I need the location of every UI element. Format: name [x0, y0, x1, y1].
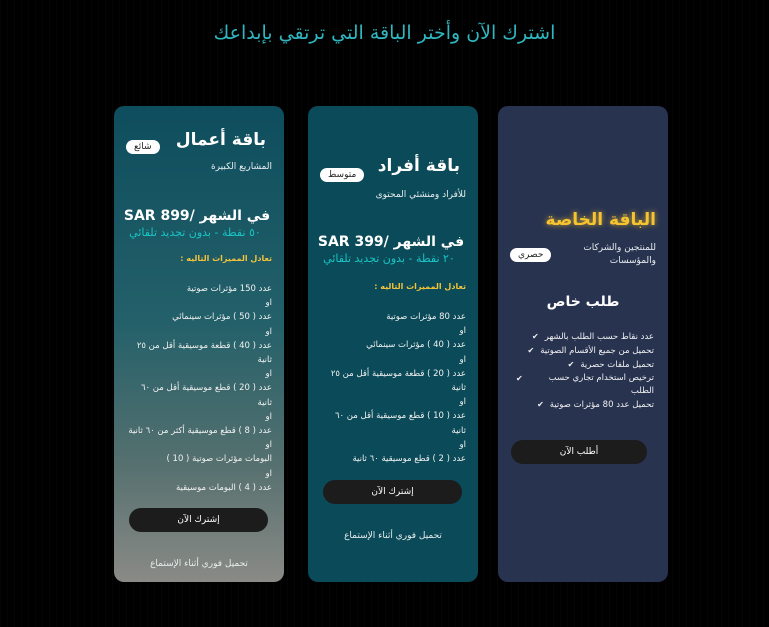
feature-item: عدد ( 4 ) البومات موسيقية — [176, 482, 272, 493]
feature-item: او — [265, 326, 272, 337]
individual-subscribe-button[interactable]: إشترك الآن — [323, 480, 462, 504]
feature-item: تحميل ملفات حصرية✔ — [567, 360, 654, 370]
feature-item: تحميل من جميع الأقسام الصوتية✔ — [527, 346, 654, 356]
feature-item: او — [459, 397, 466, 408]
check-icon: ✔ — [516, 374, 523, 383]
custom-request-heading: طلب خاص — [546, 294, 620, 310]
plan-title: باقة أعمال — [175, 130, 266, 150]
check-icon: ✔ — [537, 400, 544, 409]
plan-points: ٥٠ نقطة - بدون تجديد تلقائي — [129, 226, 261, 239]
feature-item: او — [265, 440, 272, 451]
feature-item: ثانية — [451, 425, 466, 436]
plan-card-individual — [308, 106, 478, 582]
plan-subtitle: المشاريع الكبيرة — [210, 162, 272, 172]
feature-item: عدد ( 20 ) قطعة موسيقية أقل من ٢٥ — [330, 368, 466, 379]
plan-card-business — [114, 106, 284, 582]
feature-item: عدد ( 40 ) مؤثرات سينمائي — [366, 340, 466, 351]
plan-badge: متوسط — [320, 168, 364, 182]
plan-price: في الشهر /SAR 899 — [123, 208, 271, 224]
feature-item: او — [459, 354, 466, 365]
business-subscribe-button[interactable]: إشترك الآن — [129, 508, 268, 532]
plan-points: ٢٠ نقطة - بدون تجديد تلقائي — [323, 252, 455, 265]
features-label: تعادل المميزات التاليه : — [180, 254, 272, 263]
plan-price: في الشهر /SAR 399 — [317, 234, 465, 250]
feature-item: او — [265, 298, 272, 309]
feature-item: ترخيص استخدام تجاري حسب الطلب ✔ — [516, 373, 654, 396]
feature-item: عدد ( 40 ) قطعة موسيقية أقل من ٢٥ — [136, 340, 272, 351]
feature-item: عدد ( 20 ) قطع موسيقية أقل من ٦٠ — [140, 383, 272, 394]
feature-item: ثانية — [257, 355, 272, 366]
plan-footer-note: تحميل فوري أثناء الإستماع — [344, 531, 442, 541]
feature-item: او — [265, 468, 272, 479]
features-label: تعادل المميزات التاليه : — [374, 282, 466, 291]
plan-badge: شائع — [126, 140, 160, 154]
feature-item: عدد 150 مؤثرات صوتية — [186, 284, 272, 294]
page-headline: اشترك الآن وأختر الباقة التي ترتقي بإبداعك — [213, 22, 556, 44]
plan-feature-list — [316, 310, 466, 466]
feature-item: عدد ( 8 ) قطع موسيقية أكثر من ٦٠ ثانية — [128, 426, 272, 437]
check-icon: ✔ — [532, 332, 539, 341]
special-feature-list — [514, 330, 654, 412]
plan-title: باقة أفراد — [377, 156, 460, 176]
feature-item: عدد 80 مؤثرات صوتية — [386, 312, 466, 322]
feature-item: عدد ( 2 ) قطع موسيقية ٦٠ ثانية — [352, 454, 466, 465]
feature-item: او — [265, 411, 272, 422]
check-icon: ✔ — [567, 360, 575, 369]
plan-subtitle: للأفراد ومنشئي المحتوى — [375, 190, 466, 200]
plan-card-special — [498, 106, 668, 582]
feature-item: او — [459, 439, 466, 450]
plan-subtitle: للمنتجين والشركات والمؤسسات — [583, 243, 656, 266]
plan-feature-list — [120, 282, 272, 495]
special-order-button[interactable]: أطلب الآن — [511, 440, 647, 464]
check-icon: ✔ — [527, 346, 535, 355]
feature-item: عدد ( 10 ) قطع موسيقية أقل من ٦٠ — [334, 411, 466, 422]
feature-item: البومات مؤثرات صوتية ( 10 ) — [166, 454, 272, 465]
feature-item: او — [265, 369, 272, 380]
plan-title: الباقة الخاصة — [545, 210, 656, 230]
feature-item: عدد نقاط حسب الطلب بالشهر✔ — [532, 332, 654, 342]
feature-item: او — [459, 326, 466, 337]
feature-item: تحميل عدد 80 مؤثرات صوتية✔ — [537, 400, 654, 410]
feature-item: ثانية — [257, 397, 272, 408]
feature-item: عدد ( 50 ) مؤثرات سينمائي — [172, 312, 272, 323]
feature-item: ثانية — [451, 383, 466, 394]
plan-badge: حصري — [510, 248, 551, 262]
plan-footer-note: تحميل فوري أثناء الإستماع — [150, 559, 248, 569]
